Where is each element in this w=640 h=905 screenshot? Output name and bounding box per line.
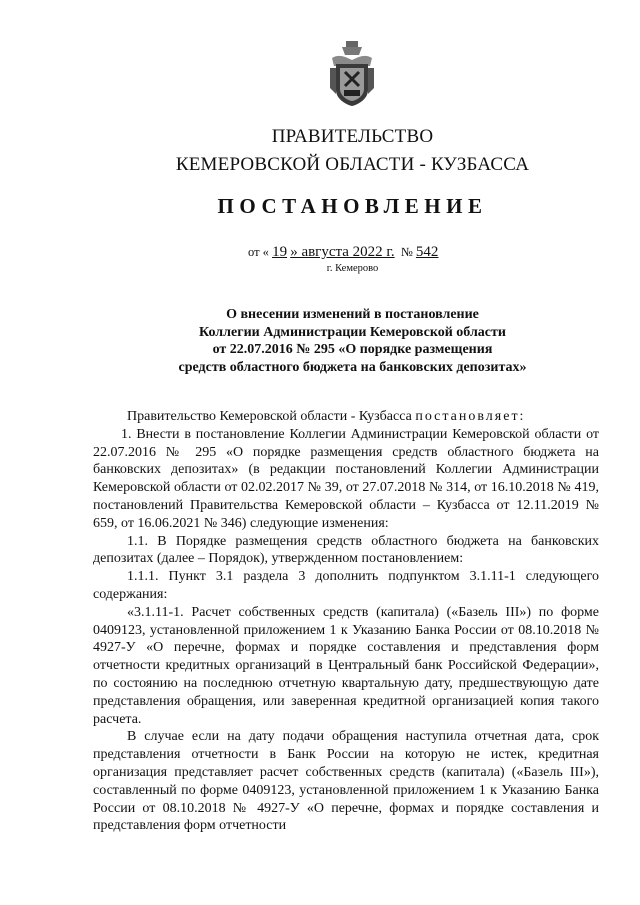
title-line: Коллегии Администрации Кемеровской области bbox=[199, 324, 506, 340]
preamble-decree-word: постановляет: bbox=[415, 409, 526, 424]
paragraph-subitem-3-1-11-1: «3.1.11-1. Расчет собственных средств (капитала) («Базель III») по форме 0409123, установленной приложением 1 к Указанию Банка России от 08.10.2018 № 4927-У «О перечне, формах и порядке составления и представления форм отчетности кредитных организаций в Центральный банк Российской Федерации», по состоянию на последнюю отчетную квартальную дату, предшествующую дате представления обращения, или заверенная кредитной организацией копия такого расчета. bbox=[93, 604, 599, 727]
paragraph-item-1: 1. Внести в постановление Коллегии Администрации Кемеровской области от 22.07.2016 № 295 «О порядке размещения средств областного бюджета на банковских депозитах» (в редакции постановлений Коллегии Администрации Кемеровской области от 02.02.2017 № 39, от 27.07.2018 № 314, от 16.10.2018 № 419, постановлений Правительства Кемеровской области – Кузбасса от 12.11.2019 № 659, от 16.06.2021 № 346) следующие изменения: bbox=[93, 426, 599, 531]
title-line: О внесении изменений в постановление bbox=[226, 307, 479, 322]
title-line: средств областного бюджета на банковских депозитах» bbox=[178, 359, 527, 375]
paragraph-item-1-1: 1.1. В Порядке размещения средств областного бюджета на банковских депозитах (далее – Порядок), утвержденном постановлением: bbox=[93, 533, 599, 567]
preamble-text: Правительство Кемеровской области - Кузбасса bbox=[127, 409, 416, 424]
government-name-line2: КЕМЕРОВСКОЙ ОБЛАСТИ - КУЗБАССА bbox=[175, 154, 530, 175]
city: г. Кемерово bbox=[326, 263, 379, 274]
document-title bbox=[0, 306, 640, 376]
government-name-line1: ПРАВИТЕЛЬСТВО bbox=[271, 126, 434, 147]
date-prefix: от « bbox=[248, 245, 269, 259]
document-number: 542 bbox=[415, 244, 439, 260]
coat-of-arms-icon bbox=[328, 38, 376, 110]
date-day: 19 bbox=[272, 244, 288, 260]
number-prefix: № bbox=[400, 245, 413, 259]
paragraph-preamble bbox=[93, 408, 599, 426]
title-line: от 22.07.2016 № 295 «О порядке размещения bbox=[212, 342, 493, 357]
paragraph-reporting-date: В случае если на дату подачи обращения наступила отчетная дата, срок представления отчетности в Банк России на которую не истек, кредитная организация представляет расчет собственных средств (капитала) («Базель III»), составленный по форме 0409123, установленной приложением 1 к Указанию Банка России от 08.10.2018 № 4927-У «О перечне, формах и порядке составления и представления форм отчетности bbox=[93, 729, 599, 834]
document-body bbox=[93, 408, 599, 835]
document-type: ПОСТАНОВЛЕНИЕ bbox=[217, 194, 488, 218]
date-month-year: » августа 2022 г. bbox=[290, 244, 395, 260]
date-number-line bbox=[248, 244, 438, 261]
paragraph-item-1-1-1: 1.1.1. Пункт 3.1 раздела 3 дополнить подпунктом 3.1.11-1 следующего содержания: bbox=[93, 569, 599, 602]
